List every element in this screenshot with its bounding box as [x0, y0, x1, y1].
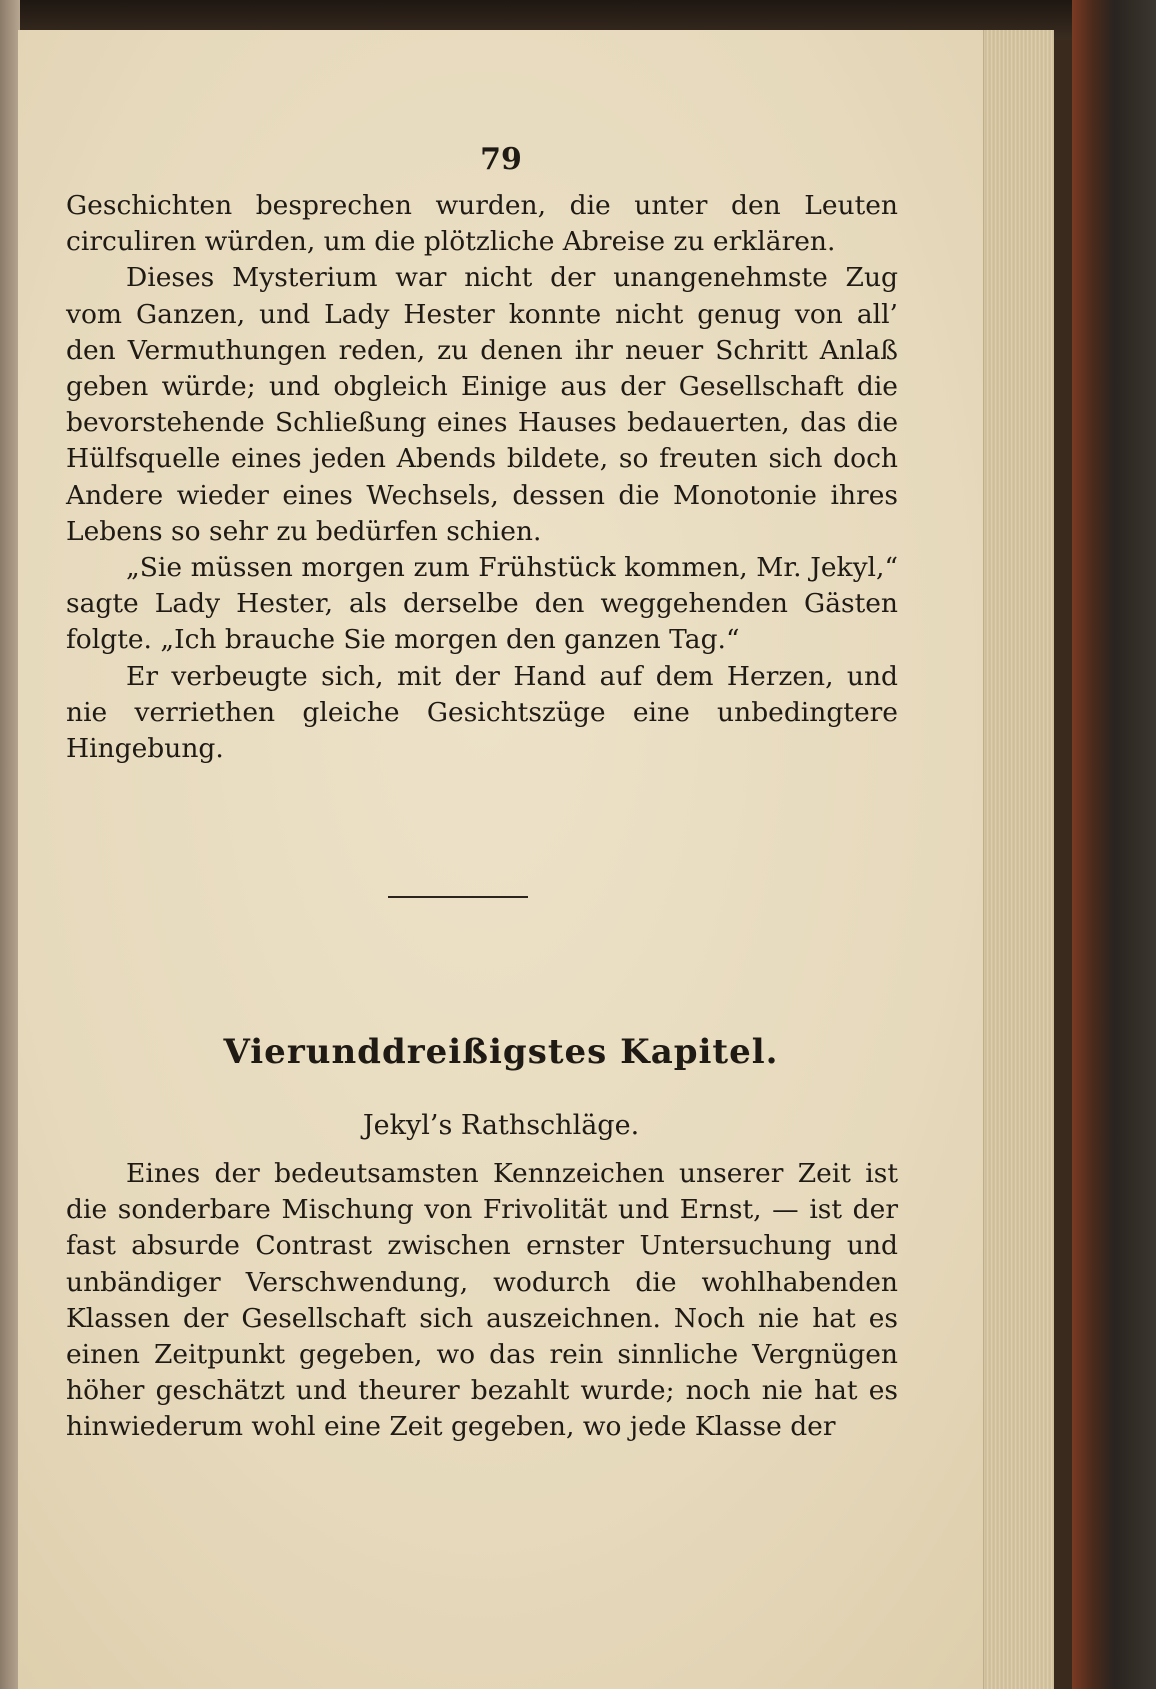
page-number: 79: [480, 142, 522, 177]
book-page: [18, 30, 1054, 1689]
paragraph: „Sie müssen morgen zum Frühstück kommen, Mr. Jekyl,“ sagte Lady Hester, als derselbe den weggehenden Gästen folgte. „Ich brauche Sie morgen den ganzen Tag.“: [66, 552, 898, 656]
paragraph: Dieses Mysterium war nicht der unangenehmste Zug vom Ganzen, und Lady Hester konnte nicht genug von all’ den Vermuthungen reden, zu denen ihr neuer Schritt Anlaß geben würde; und obgleich Einige aus der Gesellschaft die bevorstehende Schließung eines Hauses bedauerten, das die Hülfsquelle eines jeden Abends bildete, so freuten sich doch Andere wieder eines Wechsels, dessen die Monotonie ihres Lebens so sehr zu bedürfen schien.: [66, 262, 898, 547]
chapter-subtitle: Jekyl’s Rathschläge.: [362, 1110, 640, 1141]
page-edge-stack: [983, 30, 1054, 1689]
paragraph: Eines der bedeutsamsten Kennzeichen unserer Zeit ist die sonderbare Mischung von Frivolität und Ernst, — ist der fast absurde Contrast zwischen ernster Untersuchung und unbändiger Verschwendung, wodurch die wohlhabenden Klassen der Gesellschaft sich auszeichnen. Noch nie hat es einen Zeitpunkt gegeben, wo das rein sinnliche Vergnügen höher geschätzt und theurer bezahlt wurde; noch nie hat es hinwiederum wohl eine Zeit gegeben, wo jede Klasse der: [66, 1158, 898, 1443]
paragraph: Er verbeugte sich, mit der Hand auf dem Herzen, und nie verriethen gleiche Gesichtszüge eine unbedingtere Hingebung.: [66, 660, 898, 765]
section-divider: [388, 896, 528, 898]
book-spine-right: [1072, 0, 1156, 1689]
body-text-top: [66, 188, 898, 767]
book-cover-left: [0, 0, 20, 1689]
chapter-title: Vierunddreißigstes Kapitel.: [223, 1032, 779, 1072]
paragraph: Geschichten besprechen wurden, die unter den Leuten circuliren würden, um die plötzliche Abreise zu erklären.: [66, 190, 898, 258]
body-text-bottom: [66, 1156, 898, 1446]
